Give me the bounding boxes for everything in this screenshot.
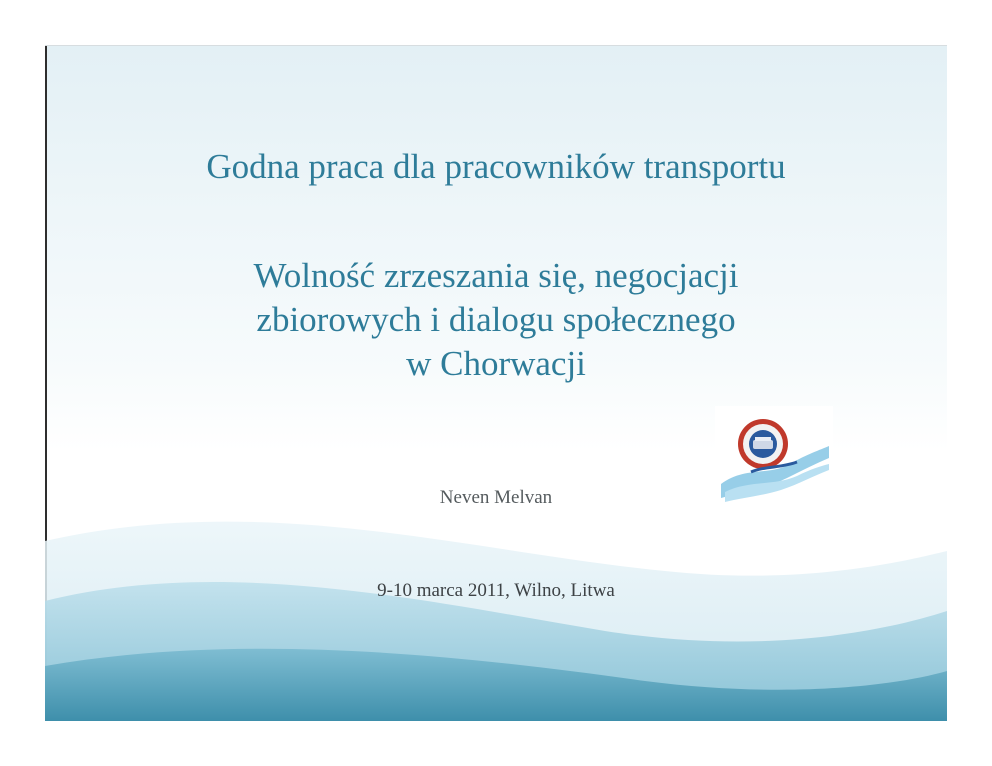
subtitle-line: w Chorwacji: [406, 344, 586, 383]
presentation-slide: [45, 45, 947, 721]
author-name: Neven Melvan: [439, 487, 553, 508]
union-logo: [715, 406, 833, 512]
slide-subtitle: [45, 254, 947, 386]
event-date-location: 9-10 marca 2011, Wilno, Litwa: [377, 580, 615, 601]
slide-title: Godna praca dla pracowników transportu: [206, 147, 786, 186]
union-logo-icon: [715, 406, 833, 512]
subtitle-line: Wolność zrzeszania się, negocjacji: [253, 256, 739, 295]
subtitle-line: zbiorowych i dialogu społecznego: [256, 300, 736, 339]
